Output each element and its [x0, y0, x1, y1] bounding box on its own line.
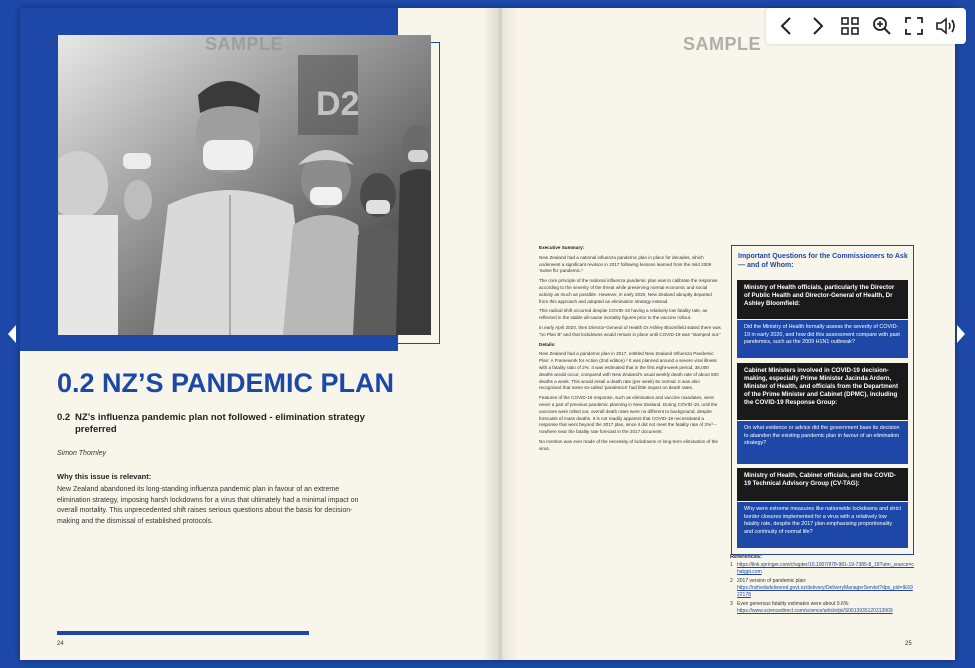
cover-photo	[58, 35, 431, 335]
speaker-icon	[935, 17, 957, 35]
prev-button[interactable]	[774, 14, 798, 38]
grid-icon	[841, 17, 859, 35]
reference-item	[730, 601, 915, 615]
author-name: Simon Thornley	[57, 450, 107, 457]
fullscreen-button[interactable]	[902, 14, 926, 38]
question-text: On what evidence or advice did the government base its decision to abandon the existing pandemic plan in favour of an elimination strategy?	[737, 421, 908, 464]
sample-watermark-left: SAMPLE	[205, 34, 284, 54]
question-text: Why were extreme measures like nationwide lockdowns and strict border closures implemented for a virus with a relatively low fatality rate, despite the 2017 plan emphasising proportionality and continuity of normal life?	[737, 502, 908, 548]
page-title: 0.2 NZ’S PANDEMIC PLAN	[57, 368, 395, 398]
references-heading: References:	[730, 554, 763, 560]
question-target: Cabinet Ministers involved in COVID-19 decision-making, especially Prime Minister Jacinda Ardern, Minister of Health, and officials from the Department of the Prime Minister and Cabinet (DPMC), including the COVID-19 Response Group:	[737, 363, 908, 420]
sound-button[interactable]	[934, 14, 958, 38]
why-relevant-text: New Zealand abandoned its long-standing influenza pandemic plan in favour of an extreme elimination strategy, imposing harsh lockdowns for a virus that ultimately had a minimal impact on overall mortality. This unprecedented shift raises serious questions about the basis for decision-making and the dismissal of established protocols.	[57, 486, 359, 525]
exec-paragraph: In early April 2020, then Director-General of Health Dr Ashley Bloomfield stated there was “no Plan B” and that lockdowns would remain in place until COVID-19 was “stamped out.”	[539, 324, 721, 337]
sample-watermark-right: SAMPLE	[683, 34, 762, 54]
why-relevant-heading: Why this issue is relevant:	[57, 472, 152, 481]
reference-text: Even generous fatality estimates were about 0.6%:	[737, 601, 850, 607]
reference-text: 2017 version of pandemic plan:	[737, 578, 807, 584]
chevron-right-icon	[955, 323, 967, 345]
people-in-queue-image	[58, 35, 431, 335]
zoom-in-button[interactable]	[870, 14, 894, 38]
question-target: Ministry of Health, Cabinet officials, and the COVID-19 Technical Advisory Group (CV-TAG):	[737, 468, 908, 501]
exec-paragraph: New Zealand had a national influenza pandemic plan in place for decades, which underwent a significant revision in 2017 following lessons learned from the mild 2009 ‘swine flu’ pandemic.¹	[539, 254, 712, 274]
reference-link[interactable]: https://nzhedsdelivered.govt.nz/delivery/DeliveryManagerServlet?dps_pid=IE6922178	[737, 585, 913, 598]
questions-box	[731, 245, 914, 555]
zoom-in-icon	[872, 16, 892, 36]
chevron-right-icon	[810, 16, 826, 36]
page-number-right: 25	[905, 641, 912, 647]
article-body	[539, 245, 722, 456]
book-spine	[483, 8, 517, 660]
details-paragraph: New Zealand had a pandemic plan in 2017, entitled New Zealand Influenza Pandemic Plan: A Framework for Action (2nd edition).² It was planned around a severe viral illness with a fatality ratio of 2%. It was estimated that in the first eight-week period, 38,000 deaths would occur, compared with New Zealand’s usual weekly death rate of about 600 deaths a week. This would entail a death rate (per week) 8x normal. It was also recognised that some so-called ‘pandemics’ had little impact on death rates.	[539, 351, 719, 391]
details-paragraph: Features of the COVID-19 response, such as elimination and vaccine mandates, were never a part of previous pandemic planning in New Zealand. During COVID-19, until the vaccines were rolled out, overall death rates were no different to background, despite forecasts of mass deaths. It is not readily apparent that COVID-19 necessitated a response that went beyond the 2017 plan, since it did not meet the fatality rate of 2%³ – nowhere near the fatality rate forecast in the 2017 document.	[539, 395, 718, 435]
question-text: Did the Ministry of Health formally assess the severity of COVID-19 in early 2020, and how did this assessment compare with past pandemics, such as the 2009 H1N1 outbreak?	[737, 320, 908, 358]
thumbnails-button[interactable]	[838, 14, 862, 38]
chevron-left-icon	[778, 16, 794, 36]
prev-page-arrow[interactable]	[6, 323, 18, 345]
chevron-left-icon	[6, 323, 18, 345]
subtitle-number: 0.2	[57, 412, 71, 423]
questions-box-title: Important Questions for the Commissioners to Ask — and of Whom:	[738, 253, 908, 269]
reference-number: 2	[730, 578, 733, 584]
reference-item	[730, 562, 915, 576]
exec-paragraph: This radical shift occurred despite COVID-19 having a relatively low fatality rate, as reflected in the stable all-cause mortality figures prior to the vaccine rollout.	[539, 308, 708, 321]
references	[730, 554, 915, 617]
question-target: Ministry of Health officials, particularly the Director of Public Health and Director-General of Health, Dr Ashley Bloomfield:	[737, 280, 908, 319]
reference-number: 1	[730, 562, 733, 568]
page-subtitle: NZ’s influenza pandemic plan not followed - elimination strategy preferred	[75, 412, 365, 435]
page-number-left: 24	[57, 641, 64, 647]
exec-summary-heading: Executive Summary:	[539, 245, 585, 250]
reference-link[interactable]: https://link.springer.com/chapter/10.1007/978-981-19-7385-8_18?utm_source=chatgpt.com	[737, 562, 914, 575]
next-page-arrow[interactable]	[955, 323, 967, 345]
details-heading: Details:	[539, 341, 556, 347]
details-paragraph: No mention was ever made of the necessity of lockdowns or long-term elimination of the virus.	[539, 438, 718, 451]
reference-number: 3	[730, 601, 733, 607]
reference-item	[730, 578, 915, 599]
next-button[interactable]	[806, 14, 830, 38]
fullscreen-icon	[905, 17, 923, 35]
reference-link[interactable]: https://www.sciencedirect.com/science/article/pii/S0013935120313909	[737, 608, 893, 614]
exec-paragraph: The core principle of the national influenza pandemic plan was to calibrate the response according to the severity of the threat while preserving normal economic and social activity as much as possible. However, in early 2020, New Zealand abruptly departed from this approach and adopted an elimination strategy instead.	[539, 278, 718, 304]
svg-text:D2: D2	[316, 85, 360, 123]
viewer-toolbar	[766, 8, 966, 44]
magazine-spread	[20, 8, 955, 660]
decorative-bar	[57, 631, 309, 635]
